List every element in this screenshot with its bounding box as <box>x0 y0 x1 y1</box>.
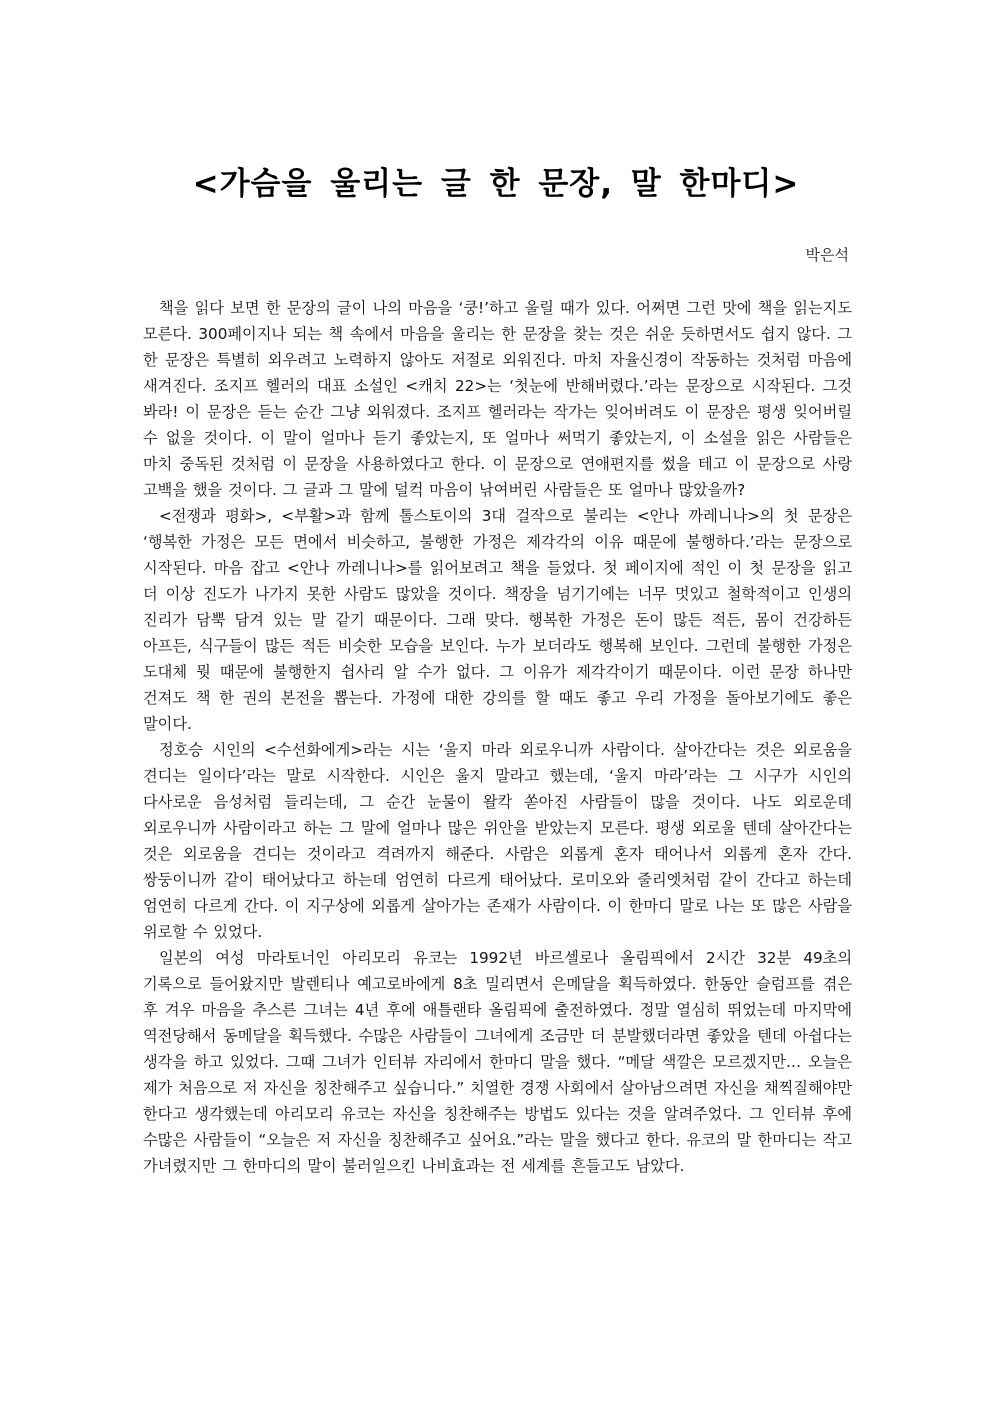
document-title: <가슴을 울리는 글 한 문장, 말 한마디> <box>192 166 800 202</box>
author-name: 박은석 <box>805 246 849 264</box>
paragraph-1: 책을 읽다 보면 한 문장의 글이 나의 마음을 ‘쿵!’하고 울릴 때가 있다. 어쩌면 그런 맛에 책을 읽는지도 모른다. 300페이지나 되는 책 속에서 마음을 울리는 한 문장을 찾는 것은 쉬운 듯하면서도 쉽지 않다. 그 한 문장은 특별히 외우려고 노력하지 않아도 저절로 외워진다. 마치 자율신경이 작동하는 것처럼 마음에 새겨진다. 조지프 헬러의 대표 소설인 <캐치 22>는 ‘첫눈에 반해버렸다.’라는 문장으로 시작된다. 그것 봐라! 이 문장은 듣는 순간 그냥 외워졌다. 조지프 헬러라는 작가는 잊어버려도 이 문장은 평생 잊어버릴 수 없을 것이다. 이 말이 얼마나 듣기 좋았는지, 또 얼마나 써먹기 좋았는지, 이 소설을 읽은 사람들은 마치 중독된 것처럼 이 문장을 사용하였다고 한다. 이 문장으로 연애편지를 썼을 테고 이 문장으로 사랑 고백을 했을 것이다. 그 글과 그 말에 덜컥 마음이 낚여버린 사람들은 또 얼마나 많았을까? <box>143 299 852 499</box>
paragraph-2: <전쟁과 평화>, <부활>과 함께 톨스토이의 3대 걸작으로 불리는 <안나 까레니나>의 첫 문장은 ‘행복한 가정은 모든 면에서 비슷하고, 불행한 가정은 제각각의 이유 때문에 불행하다.’라는 문장으로 시작된다. 마음 잡고 <안나 까레니나>를 읽어보려고 책을 들었다. 첫 페이지에 적인 이 첫 문장을 읽고 더 이상 진도가 나가지 못한 사람도 많았을 것이다. 책장을 넘기기에는 너무 멋있고 철학적이고 인생의 진리가 담뿍 담겨 있는 말 같기 때문이다. 그래 맞다. 행복한 가정은 돈이 많든 적든, 몸이 건강하든 아프든, 식구들이 많든 적든 비슷한 모습을 보인다. 누가 보더라도 행복해 보인다. 그런데 불행한 가정은 도대체 뭣 때문에 불행한지 쉽사리 알 수가 없다. 그 이유가 제각각이기 때문이다. 이런 문장 하나만 건져도 책 한 권의 본전을 뽑는다. 가정에 대한 강의를 할 때도 좋고 우리 가정을 돌아보기에도 좋은 말이다. <box>143 507 852 733</box>
document-body <box>143 295 852 1179</box>
paragraph-3: 정호승 시인의 <수선화에게>라는 시는 ‘울지 마라 외로우니까 사람이다. 살아간다는 것은 외로움을 견디는 일이다’라는 말로 시작한다. 시인은 울지 말라고 했는데, ‘울지 마라’라는 그 시구가 시인의 다사로운 음성처럼 들리는데, 그 순간 눈물이 왈칵 쏟아진 사람들이 많을 것이다. 나도 외로운데 외로우니까 사람이라고 하는 그 말에 얼마나 많은 위안을 받았는지 모른다. 평생 외로울 텐데 살아간다는 것은 외로움을 견디는 것이라고 격려까지 해준다. 사람은 외롭게 혼자 태어나서 외롭게 혼자 간다. 쌍둥이니까 같이 태어났다고 하는데 엄연히 다르게 태어났다. 로미오와 줄리엣처럼 같이 간다고 하는데 엄연히 다르게 간다. 이 지구상에 외롭게 살아가는 존재가 사람이다. 이 한마디 말로 나는 또 많은 사람을 위로할 수 있었다. <box>143 741 852 941</box>
paragraph-4: 일본의 여성 마라토너인 아리모리 유코는 1992년 바르셀로나 올림픽에서 2시간 32분 49초의 기록으로 들어왔지만 발렌티나 예고로바에게 8초 밀리면서 은메달을 획득하였다. 한동안 슬럼프를 겪은 후 겨우 마음을 추스른 그녀는 4년 후에 애틀랜타 올림픽에 출전하였다. 정말 열심히 뛰었는데 마지막에 역전당해서 동메달을 획득했다. 수많은 사람들이 그녀에게 조금만 더 분발했더라면 좋았을 텐데 아쉽다는 생각을 하고 있었다. 그때 그녀가 인터뷰 자리에서 한마디 말을 했다. “메달 색깔은 모르겠지만… 오늘은 제가 처음으로 저 자신을 칭찬해주고 싶습니다.” 치열한 경쟁 사회에서 살아남으려면 자신을 채찍질해야만 한다고 생각했는데 아리모리 유코는 자신을 칭찬해주는 방법도 있다는 것을 알려주었다. 그 인터뷰 후에 수많은 사람들이 “오늘은 저 자신을 칭찬해주고 싶어요.”라는 말을 했다고 한다. 유코의 말 한마디는 작고 가녀렸지만 그 한마디의 말이 불러일으킨 나비효과는 전 세계를 흔들고도 남았다. <box>143 949 852 1175</box>
